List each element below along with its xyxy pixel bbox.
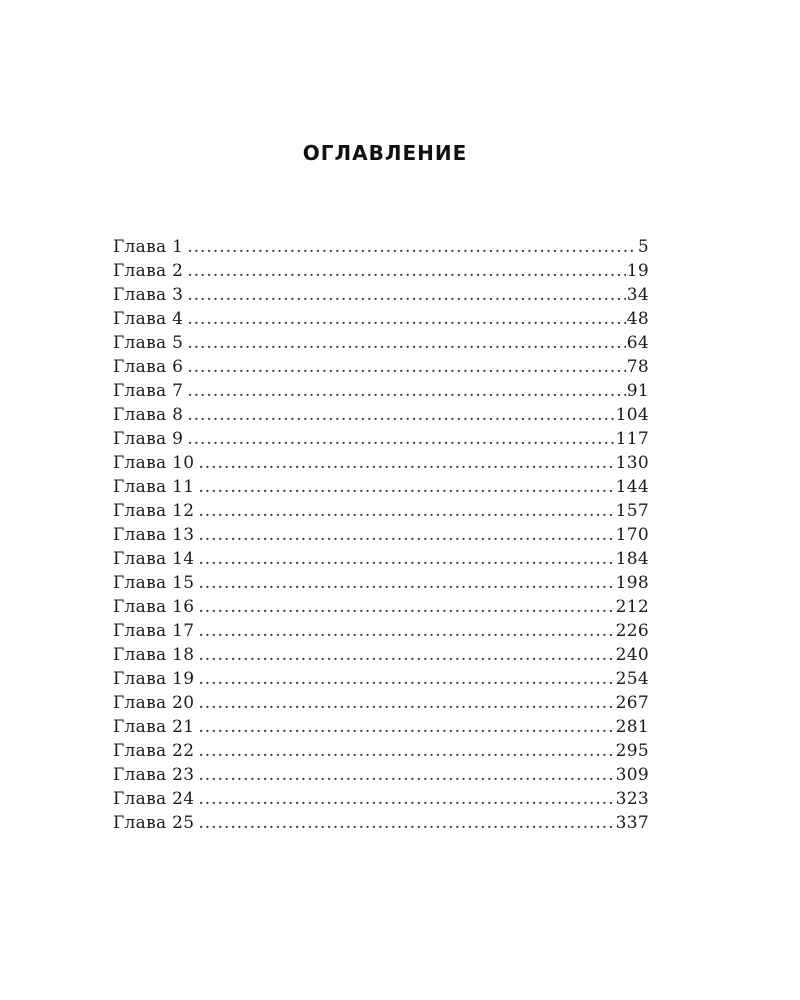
toc-entry-page-number: 281 <box>615 717 649 737</box>
toc-entry <box>113 379 649 403</box>
toc-entry <box>113 355 649 379</box>
toc-entry-page-number: 226 <box>615 621 649 641</box>
toc-entry-page-number: 104 <box>615 405 649 425</box>
toc-entry-page-number: 170 <box>615 525 649 545</box>
toc-entry-page-number: 48 <box>626 309 649 329</box>
toc-entry-page-number: 240 <box>615 645 649 665</box>
toc-entry-page-number: 267 <box>615 693 649 713</box>
toc-entry-page-number: 184 <box>615 549 649 569</box>
toc-entry <box>113 475 649 499</box>
toc-entry <box>113 619 649 643</box>
toc-entry-label: Глава 16 <box>113 597 195 617</box>
toc-entry <box>113 739 649 763</box>
toc-entry-page-number: 157 <box>615 501 649 521</box>
dot-leader <box>187 427 614 451</box>
dot-leader <box>187 355 626 379</box>
dot-leader <box>198 571 614 595</box>
dot-leader <box>198 739 614 763</box>
toc-entry-page-number: 295 <box>615 741 649 761</box>
toc-entry-page-number: 64 <box>626 333 649 353</box>
toc-entry-label: Глава 15 <box>113 573 195 593</box>
toc-entry <box>113 571 649 595</box>
toc-entry <box>113 403 649 427</box>
toc-entry <box>113 691 649 715</box>
toc-entry-label: Глава 12 <box>113 501 195 521</box>
toc-entry-page-number: 309 <box>615 765 649 785</box>
toc-entry-label: Глава 11 <box>113 477 195 497</box>
dot-leader <box>198 619 614 643</box>
dot-leader <box>198 763 614 787</box>
toc-entry-label: Глава 17 <box>113 621 195 641</box>
toc-entry-page-number: 323 <box>615 789 649 809</box>
toc-entry-label: Глава 22 <box>113 741 195 761</box>
toc-entry-page-number: 254 <box>615 669 649 689</box>
dot-leader <box>187 307 626 331</box>
dot-leader <box>187 283 626 307</box>
toc-entry-page-number: 78 <box>626 357 649 377</box>
toc-entry <box>113 763 649 787</box>
toc-entry-label: Глава 21 <box>113 717 195 737</box>
toc-entry-label: Глава 6 <box>113 357 184 377</box>
toc-entry-label: Глава 23 <box>113 765 195 785</box>
toc-entry-page-number: 19 <box>626 261 649 281</box>
dot-leader <box>187 235 637 259</box>
toc-entry <box>113 547 649 571</box>
toc-entry-page-number: 337 <box>615 813 649 833</box>
table-of-contents <box>113 235 649 835</box>
toc-entry-label: Глава 9 <box>113 429 184 449</box>
dot-leader <box>198 547 614 571</box>
dot-leader <box>198 643 614 667</box>
toc-entry <box>113 427 649 451</box>
toc-entry-page-number: 91 <box>626 381 649 401</box>
toc-entry-label: Глава 13 <box>113 525 195 545</box>
toc-entry-label: Глава 8 <box>113 405 184 425</box>
toc-entry <box>113 667 649 691</box>
toc-entry-page-number: 130 <box>615 453 649 473</box>
dot-leader <box>198 595 614 619</box>
dot-leader <box>198 715 614 739</box>
toc-entry <box>113 283 649 307</box>
toc-entry-label: Глава 3 <box>113 285 184 305</box>
toc-entry-label: Глава 18 <box>113 645 195 665</box>
toc-entry <box>113 451 649 475</box>
dot-leader <box>187 403 614 427</box>
toc-entry <box>113 307 649 331</box>
toc-entry-label: Глава 1 <box>113 237 184 257</box>
toc-entry-page-number: 117 <box>615 429 649 449</box>
toc-entry <box>113 715 649 739</box>
dot-leader <box>198 499 614 523</box>
toc-entry <box>113 643 649 667</box>
dot-leader <box>198 523 614 547</box>
toc-entry <box>113 787 649 811</box>
dot-leader <box>198 691 614 715</box>
toc-entry-page-number: 5 <box>637 237 649 257</box>
toc-entry-page-number: 212 <box>615 597 649 617</box>
toc-entry-label: Глава 4 <box>113 309 184 329</box>
toc-entry-label: Глава 14 <box>113 549 195 569</box>
toc-entry-label: Глава 24 <box>113 789 195 809</box>
toc-entry-page-number: 144 <box>615 477 649 497</box>
dot-leader <box>198 787 614 811</box>
toc-entry <box>113 331 649 355</box>
toc-entry-label: Глава 25 <box>113 813 195 833</box>
toc-entry <box>113 523 649 547</box>
dot-leader <box>198 475 614 499</box>
toc-entry <box>113 499 649 523</box>
dot-leader <box>198 451 614 475</box>
toc-entry-label: Глава 19 <box>113 669 195 689</box>
toc-entry-label: Глава 20 <box>113 693 195 713</box>
toc-entry <box>113 595 649 619</box>
dot-leader <box>187 379 626 403</box>
toc-entry <box>113 811 649 835</box>
page-title: ОГЛАВЛЕНИЕ <box>302 141 468 166</box>
dot-leader <box>198 667 614 691</box>
dot-leader <box>198 811 614 835</box>
dot-leader <box>187 331 626 355</box>
toc-entry-page-number: 198 <box>615 573 649 593</box>
toc-entry <box>113 259 649 283</box>
toc-entry-label: Глава 2 <box>113 261 184 281</box>
toc-entry-label: Глава 10 <box>113 453 195 473</box>
dot-leader <box>187 259 626 283</box>
toc-entry-label: Глава 7 <box>113 381 184 401</box>
toc-entry-label: Глава 5 <box>113 333 184 353</box>
toc-entry <box>113 235 649 259</box>
toc-entry-page-number: 34 <box>626 285 649 305</box>
